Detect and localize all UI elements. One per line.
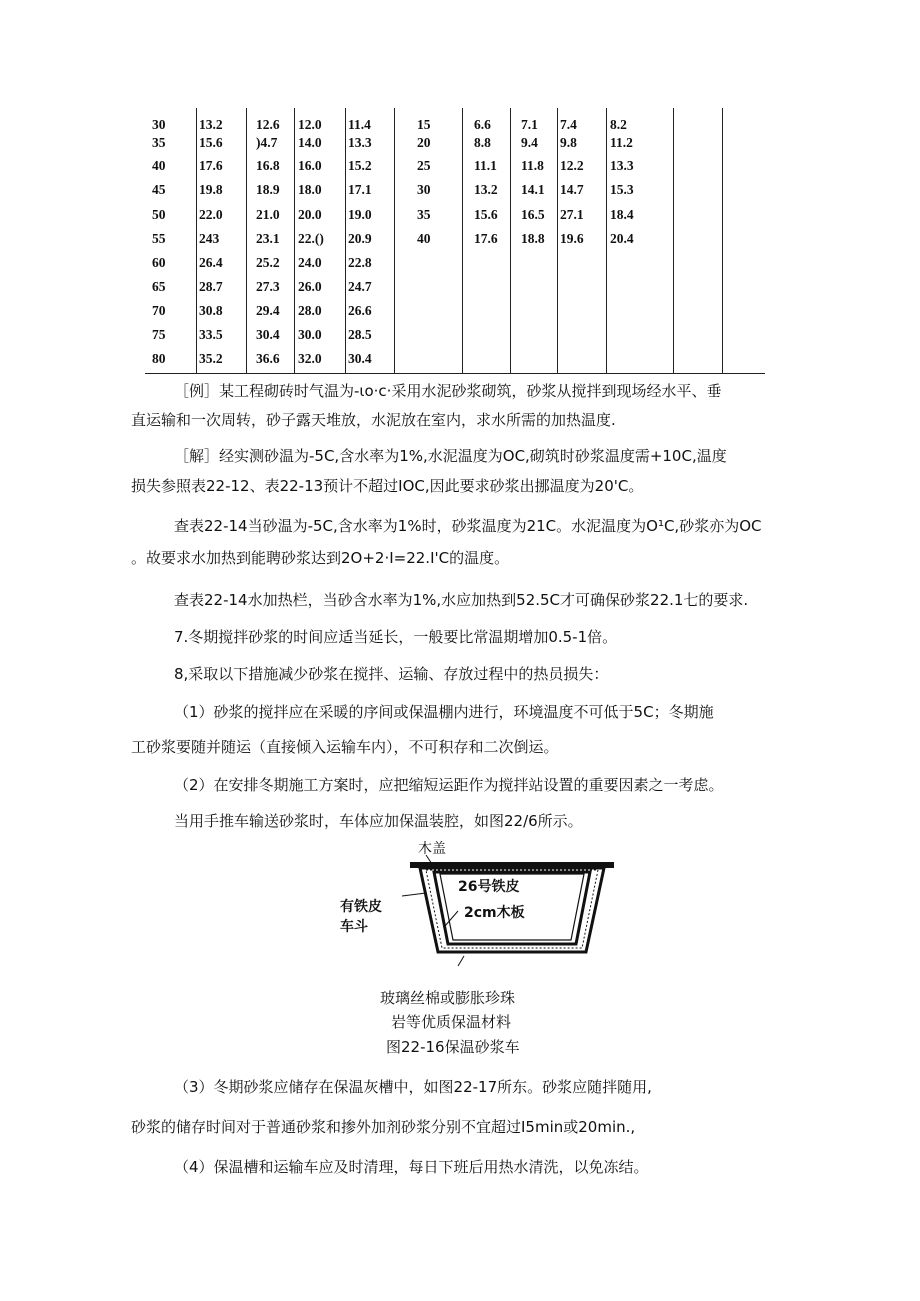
table-cell: 35 xyxy=(417,207,431,222)
table-cell: 7.1 xyxy=(521,117,538,132)
table-cell: 24.7 xyxy=(348,279,372,294)
bucket-label-line2: 车斗 xyxy=(340,919,368,935)
table-cell: 20.9 xyxy=(348,231,372,246)
bucket-leader xyxy=(402,893,426,896)
table-divider xyxy=(557,108,558,373)
table-divider xyxy=(722,108,723,373)
table-cell: 75 xyxy=(152,327,166,342)
table-cell: 30.8 xyxy=(199,303,223,318)
table-cell: 26.6 xyxy=(348,303,372,318)
solution-paragraph-line: ［解］经实测砂温为-5C,含水率为1%,水泥温度为OC,砌筑时砂浆温度需+10C,温度 xyxy=(174,447,727,465)
table-cell: 50 xyxy=(152,207,166,222)
example-paragraph-line: ［例］某工程砌砖时气温为-ιο·c·采用水泥砂浆砌筑，砂浆从搅拌到现场经水平、垂 xyxy=(174,382,722,400)
table-cell: 55 xyxy=(152,231,166,246)
table-cell: 28.7 xyxy=(199,279,223,294)
table-cell: 15.2 xyxy=(348,158,372,173)
bucket-label-line1: 有铁皮 xyxy=(340,899,382,915)
table-cell: 15.3 xyxy=(610,182,634,197)
table-divider xyxy=(673,108,674,373)
table-cell: 13.2 xyxy=(199,117,223,132)
table-cell: 65 xyxy=(152,279,166,294)
board-leader xyxy=(445,911,458,926)
table-cell: 11.1 xyxy=(474,158,497,173)
table-cell: 80 xyxy=(152,351,166,366)
item-7-paragraph: 7.冬期搅拌砂浆的时间应适当延长，一般要比常温期增加0.5-1倍。 xyxy=(174,628,618,646)
table-cell: 6.6 xyxy=(474,117,491,132)
table-divider xyxy=(246,108,247,373)
table-cell: 18.4 xyxy=(610,207,634,222)
table-cell: 20 xyxy=(417,135,431,150)
insulated-cart-figure xyxy=(340,838,620,968)
table-cell: 21.0 xyxy=(256,207,280,222)
sub-item-1-line: 工砂浆要随并随运（直接倾入运输车内），不可积存和二次倒运。 xyxy=(131,738,559,756)
table-cell: 15.6 xyxy=(474,207,498,222)
table-cell: 26.0 xyxy=(298,279,322,294)
table-cell: 28.0 xyxy=(298,303,322,318)
table-cell: 35.2 xyxy=(199,351,223,366)
table-cell: 30.0 xyxy=(298,327,322,342)
table-divider xyxy=(294,108,295,373)
table-divider xyxy=(345,108,346,373)
table-cell: 14.7 xyxy=(560,182,584,197)
table-cell: 11.2 xyxy=(610,135,633,150)
table-cell: 19.6 xyxy=(560,231,584,246)
table-cell: 28.5 xyxy=(348,327,372,342)
table-cell: )4.7 xyxy=(256,135,278,150)
table-cell: 18.9 xyxy=(256,182,280,197)
table-cell: 11.8 xyxy=(521,158,544,173)
example-paragraph-line: 直运输和一次周转，砂子露天堆放，水泥放在室内，求水所需的加热温度. xyxy=(131,411,616,429)
table-cell: 9.8 xyxy=(560,135,577,150)
lookup-paragraph-line: 。故要求水加热到能聘砂浆达到2O+2·I=22.I'C的温度。 xyxy=(131,549,510,567)
table-cell: 26.4 xyxy=(199,255,223,270)
sub-item-4-line: （4）保温槽和运输车应及时清理，每日下班后用热水清洗，以免冻结。 xyxy=(174,1158,649,1176)
table-cell: 25 xyxy=(417,158,431,173)
table-cell: 30 xyxy=(417,182,431,197)
solution-paragraph-line: 损失参照表22-12、表22-13预计不超过IOC,因此要求砂浆出挪温度为20'C。 xyxy=(131,477,644,495)
board-label: 2cm木板 xyxy=(464,905,525,921)
table-cell: 45 xyxy=(152,182,166,197)
table-cell: 8.2 xyxy=(610,117,627,132)
table-cell: 30.4 xyxy=(256,327,280,342)
lookup-paragraph-line: 查表22-14当砂温为-5C,含水率为1%时，砂浆温度为21C。水泥温度为O¹C,砂浆亦为OC xyxy=(174,517,762,535)
table-cell: 15.6 xyxy=(199,135,223,150)
lookup-paragraph-line: 查表22-14水加热栏，当砂含水率为1%,水应加热到52.5C才可确保砂浆22.1七的要求. xyxy=(174,591,749,609)
table-divider xyxy=(196,108,197,373)
table-cell: 243 xyxy=(199,231,220,246)
sheet-label: 26号铁皮 xyxy=(458,879,520,895)
figure-insulation-note: 岩等优质保温材料 xyxy=(391,1013,512,1031)
table-cell: 18.0 xyxy=(298,182,322,197)
table-cell: 13.2 xyxy=(474,182,498,197)
table-cell: 60 xyxy=(152,255,166,270)
sub-item-3-line: （3）冬期砂浆应储存在保温灰槽中，如图22-17所东。砂浆应随拌随用, xyxy=(174,1078,652,1096)
table-cell: 70 xyxy=(152,303,166,318)
table-cell: 9.4 xyxy=(521,135,538,150)
table-cell: 12.0 xyxy=(298,117,322,132)
table-cell: 14.1 xyxy=(521,182,545,197)
table-cell: 40 xyxy=(152,158,166,173)
table-cell: 7.4 xyxy=(560,117,577,132)
table-cell: 17.6 xyxy=(474,231,498,246)
table-cell: 12.6 xyxy=(256,117,280,132)
table-cell: 30.4 xyxy=(348,351,372,366)
lid-label: 木盖 xyxy=(418,841,446,857)
table-cell: 33.5 xyxy=(199,327,223,342)
table-cell: 15 xyxy=(417,117,431,132)
table-cell: 40 xyxy=(417,231,431,246)
table-cell: 22.0 xyxy=(199,207,223,222)
table-bottom-rule xyxy=(145,373,765,374)
table-cell: 32.0 xyxy=(298,351,322,366)
table-cell: 16.0 xyxy=(298,158,322,173)
table-cell: 27.1 xyxy=(560,207,584,222)
table-cell: 18.8 xyxy=(521,231,545,246)
item-8-paragraph: 8,采取以下措施减少砂浆在搅拌、运输、存放过程中的热员损失： xyxy=(174,665,609,683)
table-cell: 27.3 xyxy=(256,279,280,294)
table-cell: 22.() xyxy=(298,231,324,246)
table-cell: 17.1 xyxy=(348,182,372,197)
table-cell: 16.8 xyxy=(256,158,280,173)
table-divider xyxy=(510,108,511,373)
table-cell: 36.6 xyxy=(256,351,280,366)
table-cell: 25.2 xyxy=(256,255,280,270)
temperature-table xyxy=(0,0,920,380)
table-cell: 20.0 xyxy=(298,207,322,222)
table-cell: 19.8 xyxy=(199,182,223,197)
table-cell: 14.0 xyxy=(298,135,322,150)
table-cell: 13.3 xyxy=(610,158,634,173)
figure-caption: 图22-16保温砂浆车 xyxy=(386,1038,520,1056)
insulation-leader xyxy=(458,956,464,966)
table-cell: 17.6 xyxy=(199,158,223,173)
table-cell: 11.4 xyxy=(348,117,371,132)
table-cell: 12.2 xyxy=(560,158,584,173)
table-cell: 8.8 xyxy=(474,135,491,150)
table-cell: 30 xyxy=(152,117,166,132)
table-cell: 35 xyxy=(152,135,166,150)
table-cell: 13.3 xyxy=(348,135,372,150)
table-cell: 29.4 xyxy=(256,303,280,318)
table-cell: 24.0 xyxy=(298,255,322,270)
figure-insulation-note: 玻璃丝棉或膨胀珍珠 xyxy=(380,989,516,1007)
sub-item-2-line: （2）在安排冬期施工方案时，应把缩短运距作为搅拌站设置的重要因素之一考虑。 xyxy=(174,776,724,794)
table-divider xyxy=(462,108,463,373)
sub-item-2-line: 当用手推车输送砂浆时，车体应加保温装腔，如图22/6所示。 xyxy=(174,812,583,830)
table-cell: 19.0 xyxy=(348,207,372,222)
sub-item-1-line: （1）砂浆的搅拌应在采暖的序间或保温棚内进行，环境温度不可低于5C；冬期施 xyxy=(174,703,714,721)
table-cell: 23.1 xyxy=(256,231,280,246)
table-cell: 16.5 xyxy=(521,207,545,222)
table-cell: 22.8 xyxy=(348,255,372,270)
table-cell: 20.4 xyxy=(610,231,634,246)
sub-item-3-line: 砂浆的储存时间对于普通砂浆和掺外加剂砂浆分别不宜超过I5min或20min., xyxy=(131,1118,636,1136)
table-divider xyxy=(394,108,395,373)
table-divider xyxy=(606,108,607,373)
